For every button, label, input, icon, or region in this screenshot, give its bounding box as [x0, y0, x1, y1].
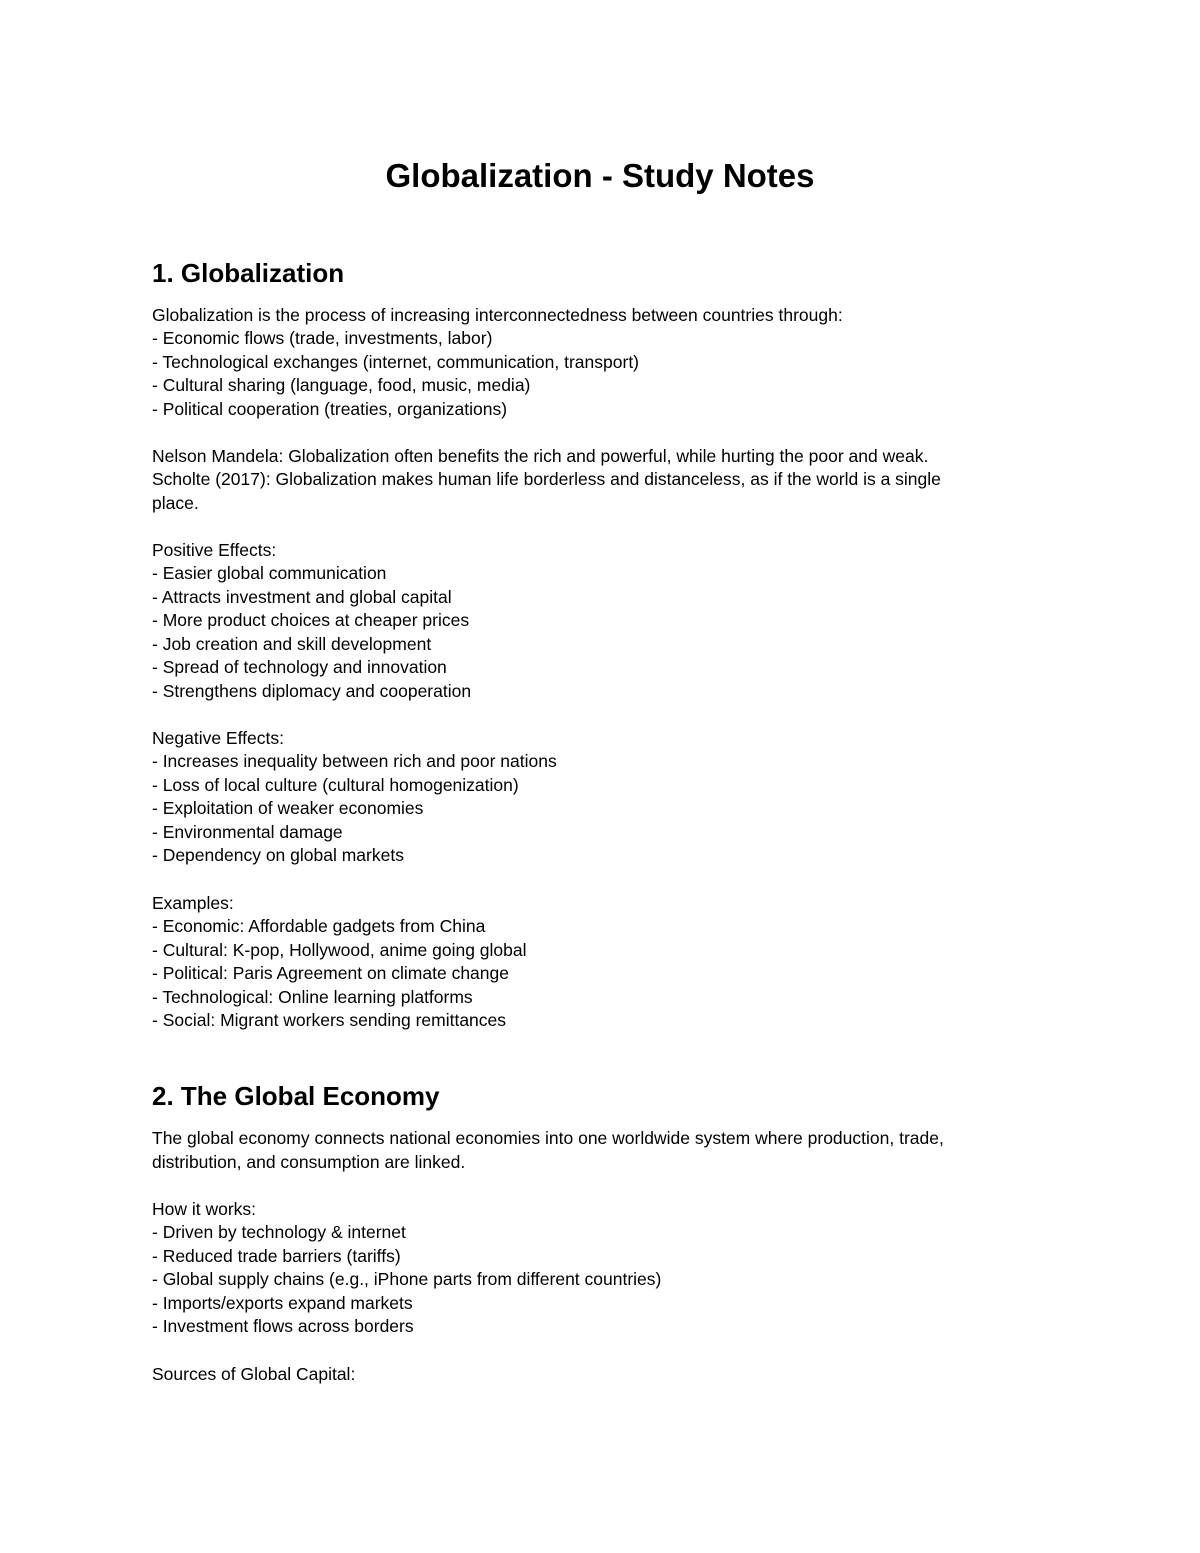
list-item: - Dependency on global markets [152, 845, 404, 865]
list-item: - Attracts investment and global capital [152, 587, 452, 607]
list-item: - Imports/exports expand markets [152, 1293, 413, 1313]
section-2-intro-line: The global economy connects national economies into one worldwide system where production, trade, [152, 1128, 944, 1148]
positive-effects-label: Positive Effects: [152, 540, 277, 560]
list-item: - Job creation and skill development [152, 634, 432, 654]
section-1-heading: 1. Globalization [152, 258, 345, 288]
sources-of-global-capital-label: Sources of Global Capital: [152, 1364, 356, 1384]
document-title: Globalization - Study Notes [385, 157, 815, 194]
section-2-heading: 2. The Global Economy [152, 1081, 440, 1111]
list-item: - Social: Migrant workers sending remittances [152, 1010, 507, 1030]
negative-effects-label: Negative Effects: [152, 728, 284, 748]
list-item: - Economic: Affordable gadgets from China [152, 916, 486, 936]
list-item: - Increases inequality between rich and poor nations [152, 751, 557, 771]
list-item: - More product choices at cheaper prices [152, 610, 470, 630]
list-item: - Easier global communication [152, 563, 387, 583]
list-item: - Political cooperation (treaties, organizations) [152, 399, 508, 419]
list-item: - Technological: Online learning platforms [152, 987, 473, 1007]
list-item: - Political: Paris Agreement on climate change [152, 963, 509, 983]
list-item: - Cultural: K-pop, Hollywood, anime going global [152, 940, 527, 960]
list-item: - Strengthens diplomacy and cooperation [152, 681, 472, 701]
section-2-intro-line: distribution, and consumption are linked. [152, 1152, 466, 1172]
quote-line: Nelson Mandela: Globalization often benefits the rich and powerful, while hurting the poor and weak. [152, 446, 929, 466]
list-item: - Economic flows (trade, investments, labor) [152, 328, 493, 348]
list-item: - Loss of local culture (cultural homogenization) [152, 775, 519, 795]
examples-label: Examples: [152, 893, 234, 913]
list-item: - Cultural sharing (language, food, music, media) [152, 375, 531, 395]
how-it-works-label: How it works: [152, 1199, 257, 1219]
section-1-intro: Globalization is the process of increasing interconnectedness between countries through: [152, 305, 843, 325]
list-item: - Reduced trade barriers (tariffs) [152, 1246, 401, 1266]
list-item: - Spread of technology and innovation [152, 657, 447, 677]
list-item: - Technological exchanges (internet, communication, transport) [152, 352, 640, 372]
quote-line: place. [152, 493, 199, 513]
list-item: - Driven by technology & internet [152, 1222, 406, 1242]
list-item: - Investment flows across borders [152, 1316, 414, 1336]
quote-line: Scholte (2017): Globalization makes human life borderless and distanceless, as if the world is a single [152, 469, 941, 489]
list-item: - Environmental damage [152, 822, 343, 842]
list-item: - Exploitation of weaker economies [152, 798, 424, 818]
list-item: - Global supply chains (e.g., iPhone parts from different countries) [152, 1269, 662, 1289]
